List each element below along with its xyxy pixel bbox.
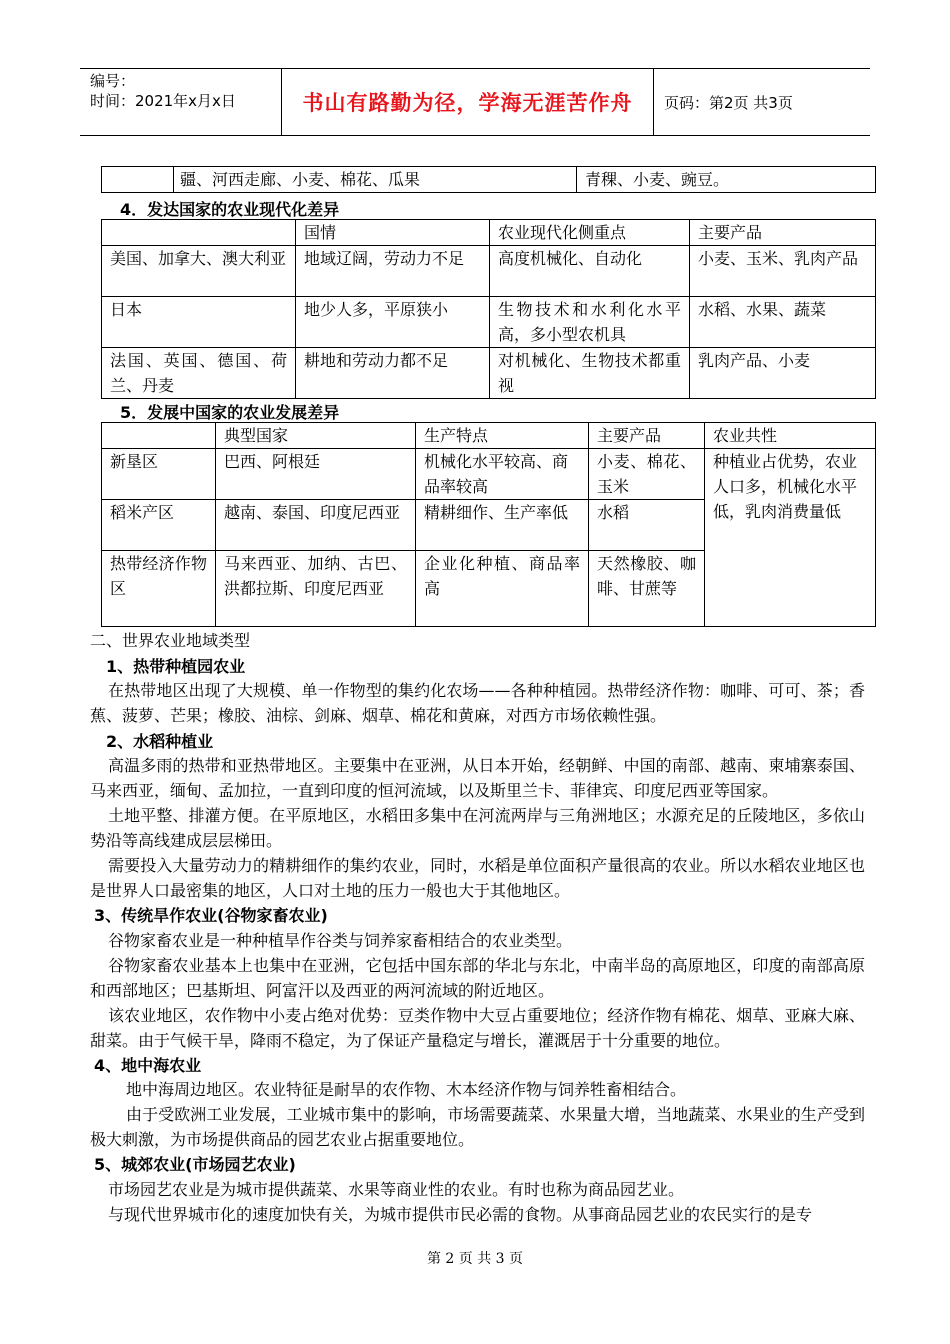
table-cell: 美国、加拿大、澳大利亚 — [102, 246, 296, 297]
table-header-row — [102, 220, 876, 246]
table-cell: 水稻、水果、蔬菜 — [690, 297, 876, 348]
table-cell: 水稻 — [589, 500, 705, 551]
table-cell: 高度机械化、自动化 — [490, 246, 690, 297]
page-header — [80, 68, 870, 136]
s1-title: 1、热带种植园农业 — [106, 657, 246, 676]
header-cell: 生产特点 — [416, 423, 589, 449]
table-cell: 精耕细作、生产率低 — [416, 500, 589, 551]
code-label: 编号： — [90, 72, 136, 90]
s2-paragraph-2: 土地平整、排灌方便。在平原地区，水稻田多集中在河流两岸与三角洲地区；水源充足的丘陵地区，多依山势沿等高线建成层层梯田。 — [90, 806, 865, 850]
table-cell: 新垦区 — [102, 449, 216, 500]
header-cell: 国情 — [296, 220, 490, 246]
table-cell: 马来西亚、加纳、古巴、洪都拉斯、印度尼西亚 — [216, 551, 416, 627]
header-cell: 典型国家 — [216, 423, 416, 449]
page-footer: 第 2 页 共 3 页 — [426, 1251, 524, 1267]
s3-paragraph-3: 该农业地区，农作物中小麦占绝对优势：豆类作物中大豆占重要地位；经济作物有棉花、烟草、亚麻大麻、甜菜。由于气候干旱，降雨不稳定，为了保证产量稳定与增长，灌溉居于十分重要的地位。 — [90, 1006, 865, 1050]
s1-paragraph: 在热带地区出现了大规模、单一作物型的集约化农场——各种种植园。热带经济作物：咖啡、可可、茶；香蕉、菠萝、芒果；橡胶、油棕、剑麻、烟草、棉花和黄麻，对西方市场依赖性强。 — [90, 681, 865, 725]
table-row — [102, 348, 876, 399]
s5-paragraph-1: 市场园艺农业是为城市提供蔬菜、水果等商业性的农业。有时也称为商品园艺业。 — [108, 1180, 685, 1199]
s2-paragraph-3: 需要投入大量劳动力的精耕细作的集约农业，同时，水稻是单位面积产量很高的农业。所以水稻农业地区也是世界人口最密集的地区，人口对土地的压力一般也大于其他地区。 — [90, 856, 865, 900]
table-row — [102, 167, 876, 193]
s3-paragraph-1: 谷物家畜农业是一种种植旱作谷类与饲养家畜相结合的农业类型。 — [108, 931, 573, 950]
motto: 书山有路勤为径，学海无涯苦作舟 — [282, 69, 654, 135]
table-row — [102, 449, 876, 500]
table-cell: 疆、河西走廊、小麦、棉花、瓜果 — [174, 167, 577, 193]
table-row — [102, 297, 876, 348]
table-cell: 乳肉产品、小麦 — [690, 348, 876, 399]
header-cell: 农业现代化侧重点 — [490, 220, 690, 246]
s4-paragraph-2: 由于受欧洲工业发展，工业城市集中的影响，市场需要蔬菜、水果量大增，当地蔬菜、水果业的生产受到极大刺激，为市场提供商品的园艺农业占据重要地位。 — [90, 1105, 865, 1149]
table-cell: 小麦、玉米、乳肉产品 — [690, 246, 876, 297]
time-label: 时间：2021年x月x日 — [90, 92, 236, 110]
header-cell: 主要产品 — [589, 423, 705, 449]
table-cell: 日本 — [102, 297, 296, 348]
table-cell: 地域辽阔，劳动力不足 — [296, 246, 490, 297]
table-cell-common: 种植业占优势，农业人口多，机械化水平低，乳肉消费量低 — [705, 449, 876, 627]
s5-title: 5、城郊农业(市场园艺农业) — [94, 1155, 296, 1174]
table-cell: 青稞、小麦、豌豆。 — [577, 167, 876, 193]
header-cell — [102, 423, 216, 449]
table-row — [102, 246, 876, 297]
s3-title: 3、传统旱作农业(谷物家畜农业) — [94, 906, 328, 925]
s2-paragraph-1: 高温多雨的热带和亚热带地区。主要集中在亚洲，从日本开始，经朝鲜、中国的南部、越南、柬埔寨泰国、马来西亚，缅甸、孟加拉，一直到印度的恒河流域，以及斯里兰卡、菲律宾、印度尼西亚等国家。 — [90, 756, 865, 800]
table-cell: 对机械化、生物技术都重视 — [490, 348, 690, 399]
header-cell: 主要产品 — [690, 220, 876, 246]
part2-title: 二、世界农业地域类型 — [90, 631, 251, 650]
table-cell: 巴西、阿根廷 — [216, 449, 416, 500]
developed-countries-table — [101, 219, 876, 399]
table-cell: 法国、英国、德国、荷兰、丹麦 — [102, 348, 296, 399]
section5-title: 5．发展中国家的农业发展差异 — [120, 403, 340, 422]
developing-countries-table — [101, 422, 876, 627]
s4-title: 4、地中海农业 — [94, 1056, 202, 1075]
table-cell: 小麦、棉花、玉米 — [589, 449, 705, 500]
s4-paragraph-1: 地中海周边地区。农业特征是耐旱的农作物、木本经济作物与饲养牲畜相结合。 — [126, 1080, 687, 1099]
header-cell — [102, 220, 296, 246]
page-label: 页码：第2页 共3页 — [664, 93, 793, 112]
table-cell: 企业化种植、商品率高 — [416, 551, 589, 627]
table-cell: 越南、泰国、印度尼西亚 — [216, 500, 416, 551]
table-cell — [102, 167, 174, 193]
table-cell: 机械化水平较高、商品率较高 — [416, 449, 589, 500]
table-cell: 地少人多，平原狭小 — [296, 297, 490, 348]
table-header-row — [102, 423, 876, 449]
section4-title: 4．发达国家的农业现代化差异 — [120, 200, 340, 219]
continuation-table — [101, 166, 876, 193]
table-cell: 耕地和劳动力都不足 — [296, 348, 490, 399]
s3-paragraph-2: 谷物家畜农业基本上也集中在亚洲，它包括中国东部的华北与东北，中南半岛的高原地区，印度的南部高原和西部地区；巴基斯坦、阿富汗以及西亚的两河流域的附近地区。 — [90, 956, 865, 1000]
table-cell: 生物技术和水利化水平高，多小型农机具 — [490, 297, 690, 348]
header-left — [80, 69, 282, 135]
table-cell: 热带经济作物区 — [102, 551, 216, 627]
s5-paragraph-2: 与现代世界城市化的速度加快有关，为城市提供市民必需的食物。从事商品园艺业的农民实行的是专 — [108, 1205, 813, 1224]
table-cell: 天然橡胶、咖啡、甘蔗等 — [589, 551, 705, 627]
table-cell: 稻米产区 — [102, 500, 216, 551]
header-cell: 农业共性 — [705, 423, 876, 449]
s2-title: 2、水稻种植业 — [106, 732, 214, 751]
